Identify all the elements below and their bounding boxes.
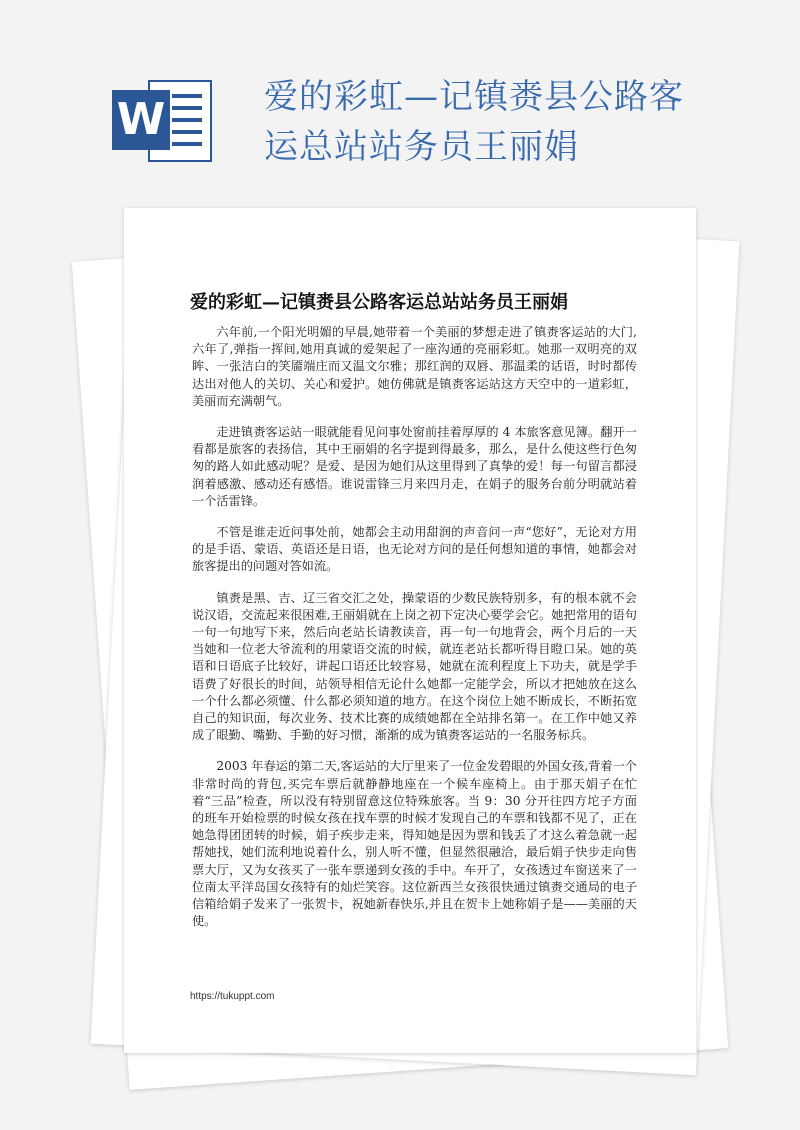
document-body [192, 324, 637, 945]
header-title: 爱的彩虹—记镇赉县公路客运总站站务员王丽娟 [264, 77, 684, 167]
paragraph: 镇赉是黑、吉、辽三省交汇之处，操蒙语的少数民族特别多，有的根本就不会说汉语，交流起来很困难,王丽娟就在上岗之初下定决心要学会它。她把常用的语句一句一句地写下来，然后向老站长请教读音，再一句一句地背会，两个月后的一天当她和一位老大爷流利的用蒙语交流的时候，就连老站长都听得目瞪口呆。她的英语和日语底子比较好，讲起口语还比较容易，她就在流利程度上下功夫，就是学手语费了好很长的时间，站领导相信无论什么她都一定能学会，所以才把她放在这么一个什么都必须懂、什么都必须知道的地方。在这个岗位上她不断成长，不断拓宽自己的知识面，每次业务、技术比赛的成绩她都在全站排名第一。在工作中她又养成了眼勤、嘴勤、手勤的好习惯，渐渐的成为镇赉客运站的一名服务标兵。 [192, 590, 637, 743]
document-page [124, 208, 696, 1053]
paragraph: 2003 年春运的第二天,客运站的大厅里来了一位金发碧眼的外国女孩,背着一个非常时尚的背包,买完车票后就静静地座在一个候车座椅上。由于那天娟子在忙着“三品”检查，所以没有特别留意这位特殊旅客。当 9：30 分开往四方坨子方面的班车开始检票的时候女孩在找车票的时候才发现自己的车票和钱都不见了，正在她急得团团转的时候，娟子疾步走来，得知她是因为票和钱丢了才这么着急就一起帮她找，她们流利地说着什么，别人听不懂，但显然很融洽，最后娟子快步走向售票大厅，又为女孩买了一张车票递到女孩的手中。车开了，女孩透过车窗送来了一位南太平洋岛国女孩特有的灿烂笑容。这位新西兰女孩很快通过镇赉交通局的电子信箱给娟子发来了一张贺卡，祝她新春快乐,并且在贺卡上她称娟子是——美丽的天使。 [192, 759, 637, 929]
word-badge-letter: W [112, 90, 170, 150]
page-title: 爱的彩虹—记镇赉县公路客运总站站务员王丽娟 [190, 292, 568, 313]
paragraph: 六年前,一个阳光明媚的早晨,她带着一个美丽的梦想走进了镇赉客运站的大门,六年了,弹指一挥间,她用真诚的爱架起了一座沟通的亮丽彩虹。她那一双明亮的双眸、一张洁白的笑靥端庄而又温文尔雅；那红润的双唇、那温柔的话语，时时都传达出对他人的关切、关心和爱护。她仿佛就是镇赉客运站这方天空中的一道彩虹，美丽而充满朝气。 [192, 325, 637, 408]
paragraph: 走进镇赉客运站一眼就能看见问事处窗前挂着厚厚的 4 本旅客意见簿。翻开一看都是旅客的表扬信，其中王丽娟的名字提到得最多，那么，是什么使这些行色匆匆的路人如此感动呢？是爱、是因为她们从这里得到了真挚的爱！每一句留言都浸润着感激、感动还有感悟。谁说雷锋三月来四月走，在娟子的服务台前分明就站着一个活雷锋。 [192, 425, 637, 508]
header [0, 0, 800, 200]
word-document-icon [112, 72, 216, 168]
footer-link[interactable]: https://tukuppt.com [190, 991, 275, 1002]
paragraph: 不管是谁走近问事处前，她都会主动用甜润的声音问一声“您好”，无论对方用的是手语、蒙语、英语还是日语，也无论对方问的是任何想知道的事情，她都会对旅客提出的问题对答如流。 [192, 525, 637, 574]
